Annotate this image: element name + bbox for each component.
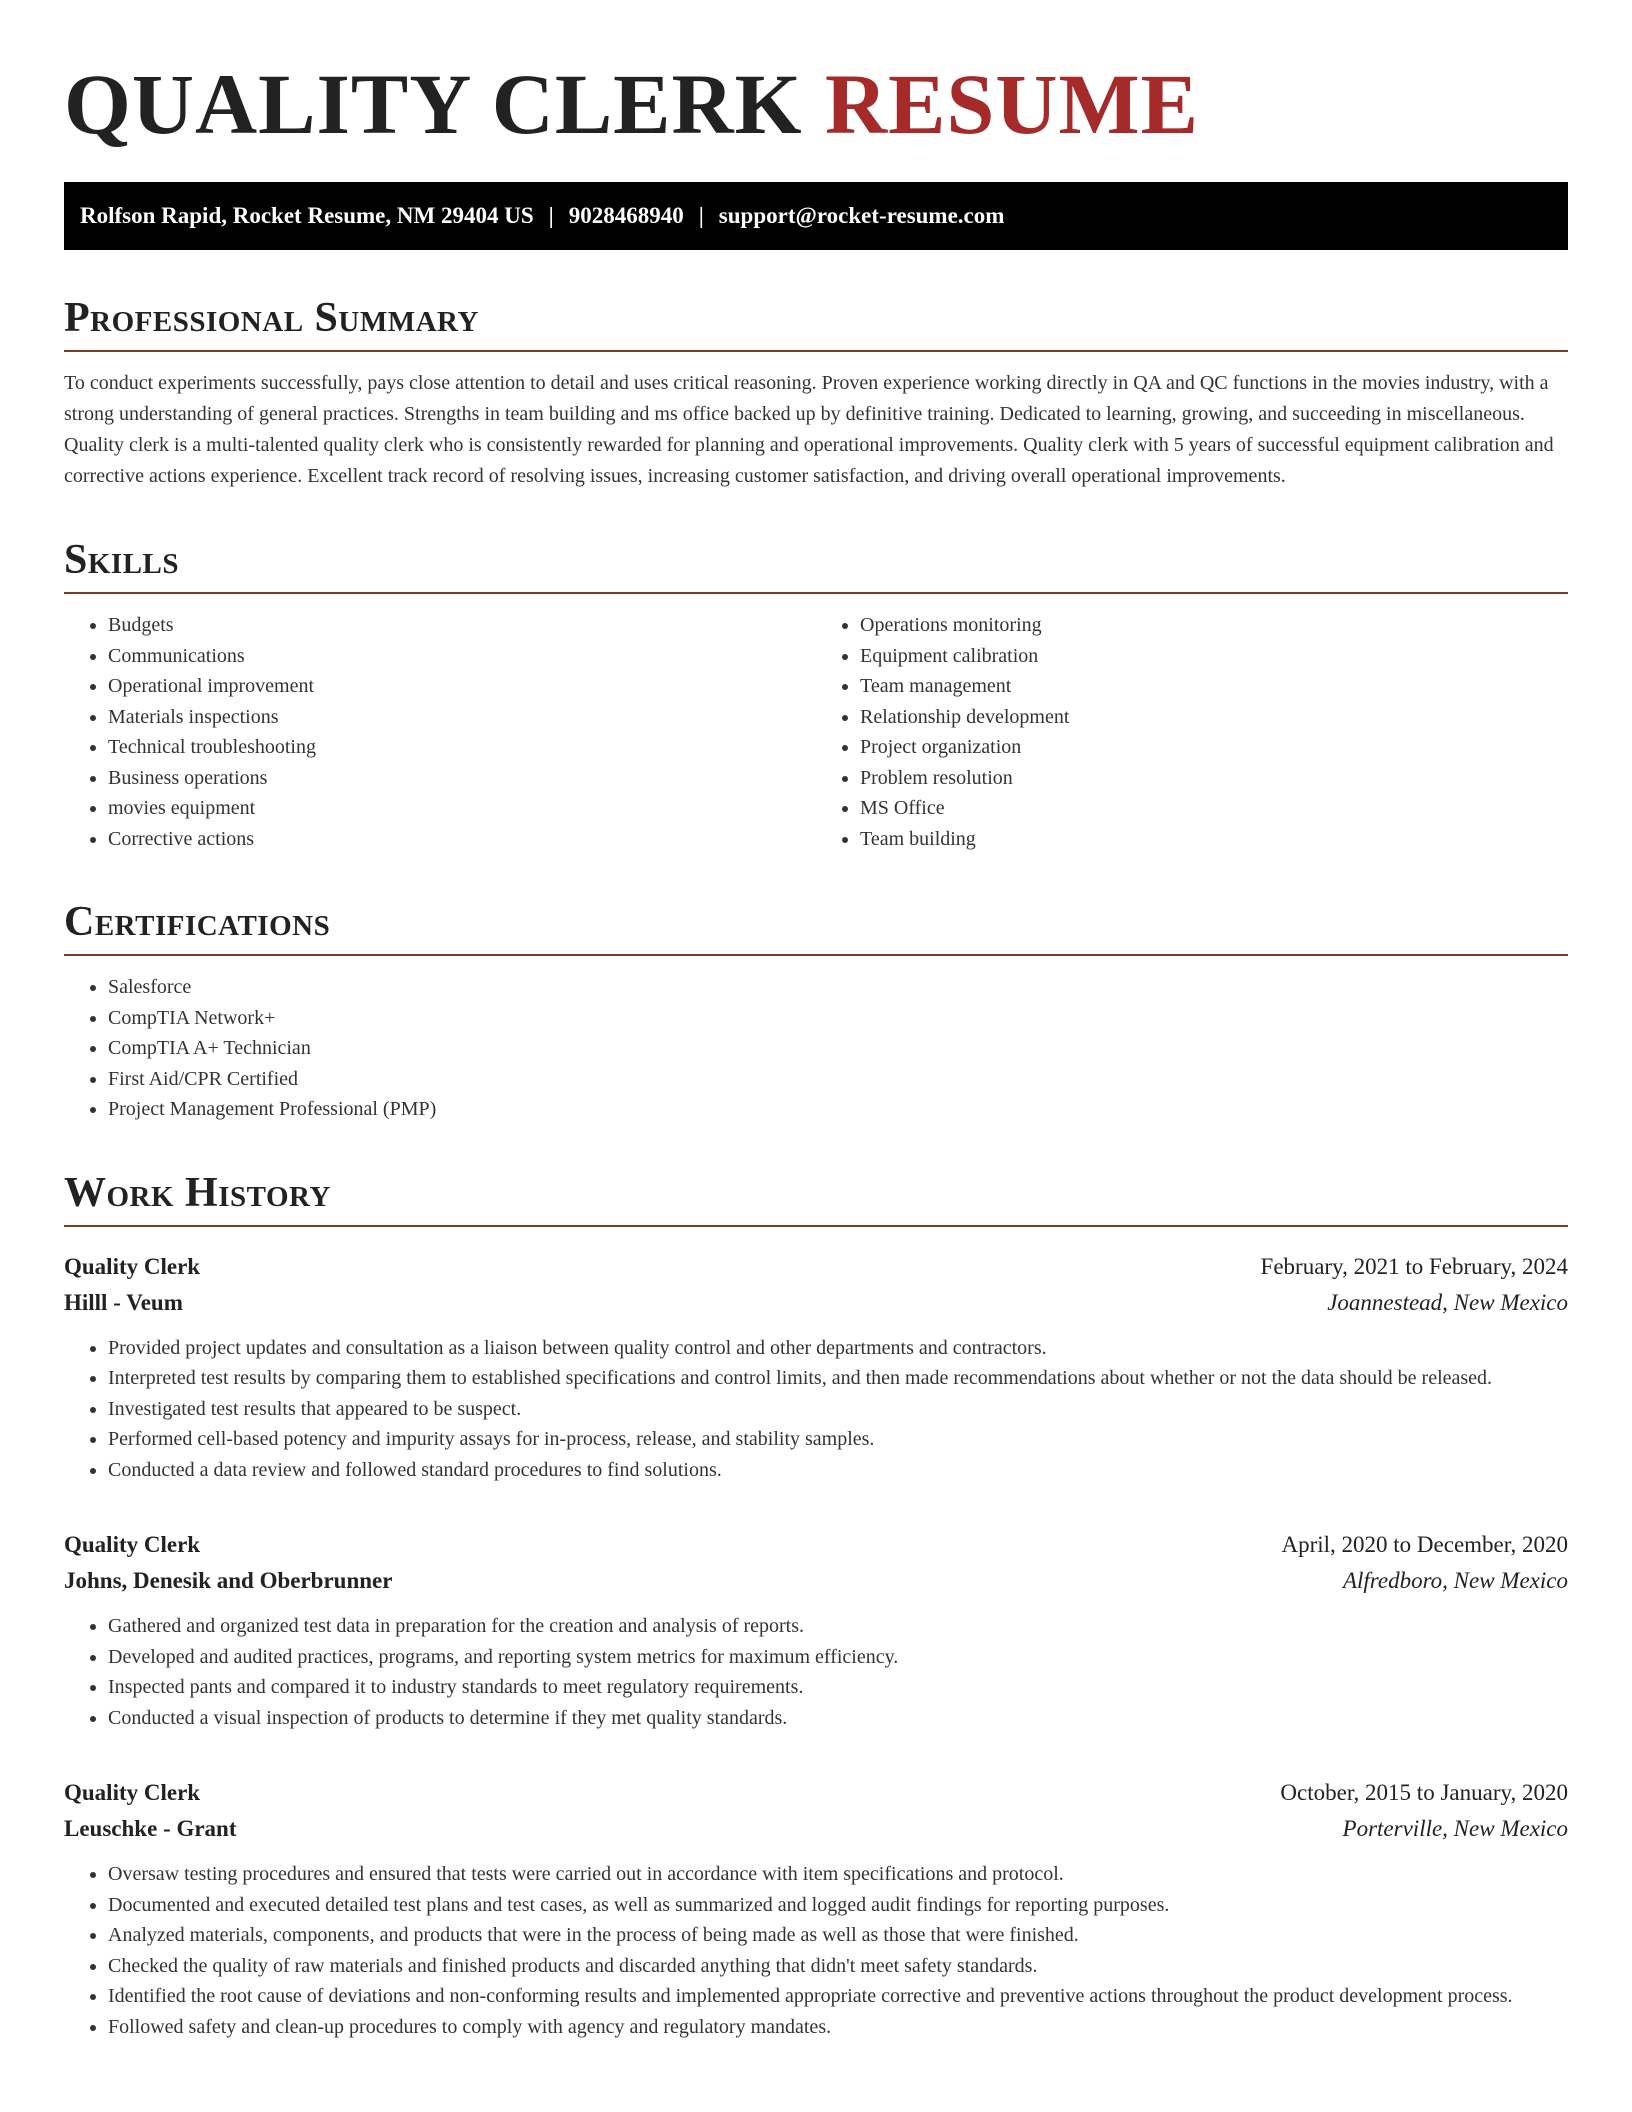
skill-item: • Team building <box>860 824 1568 855</box>
contact-bar <box>64 182 1568 250</box>
section-heading: Certifications <box>64 898 1568 956</box>
skill-item: • Team management <box>860 671 1568 702</box>
job-duties-list <box>64 1859 1568 2042</box>
job-entry <box>64 1249 1568 1486</box>
skill-item: • Operations monitoring <box>860 610 1568 641</box>
professional-summary-section <box>64 294 1568 492</box>
job-duty: • Provided project updates and consultation as a liaison between quality control and other departments and contractors. <box>108 1333 1568 1364</box>
section-heading: Skills <box>64 536 1568 594</box>
job-duty: • Conducted a data review and followed standard procedures to find solutions. <box>108 1455 1568 1486</box>
job-header-row <box>64 1527 1568 1563</box>
job-duty: • Followed safety and clean-up procedures to comply with agency and regulatory mandates. <box>108 2012 1568 2043</box>
job-header-row <box>64 1249 1568 1285</box>
job-company: Johns, Denesik and Oberbrunner <box>64 1568 393 1593</box>
job-duties-list <box>64 1611 1568 1733</box>
job-duties-list <box>64 1333 1568 1486</box>
job-dates: October, 2015 to January, 2020 <box>1280 1780 1568 1805</box>
job-entry <box>64 1527 1568 1733</box>
job-title: Quality Clerk <box>64 1780 201 1805</box>
skill-item: • MS Office <box>860 793 1568 824</box>
job-header-row <box>64 1775 1568 1811</box>
job-title: Quality Clerk <box>64 1253 201 1279</box>
job-duty: • Conducted a visual inspection of products to determine if they met quality standards. <box>108 1703 1568 1734</box>
certification-item: • Project Management Professional (PMP) <box>108 1094 1568 1125</box>
skill-item: • Communications <box>108 641 816 672</box>
work-history-section <box>64 1169 1568 2043</box>
skills-list-left <box>64 610 816 854</box>
contact-email: support@rocket-resume.com <box>718 203 1005 228</box>
job-entry <box>64 1775 1568 2042</box>
contact-separator: | <box>548 203 554 228</box>
job-location: Porterville, New Mexico <box>1342 1816 1568 1841</box>
job-duty: • Checked the quality of raw materials and finished products and discarded anything that didn't meet safety standards. <box>108 1951 1568 1982</box>
job-duty: • Investigated test results that appeared to be suspect. <box>108 1394 1568 1425</box>
job-duty: • Performed cell-based potency and impurity assays for in-process, release, and stability samples. <box>108 1424 1568 1455</box>
certification-item: • First Aid/CPR Certified <box>108 1064 1568 1095</box>
skill-item: • Budgets <box>108 610 816 641</box>
skill-item: • Relationship development <box>860 702 1568 733</box>
certifications-section <box>64 898 1568 1125</box>
skill-item: • Business operations <box>108 763 816 794</box>
skill-item: • movies equipment <box>108 793 816 824</box>
certification-item: • Salesforce <box>108 972 1568 1003</box>
job-duty: • Inspected pants and compared it to industry standards to meet regulatory requirements. <box>108 1672 1568 1703</box>
contact-phone: 9028468940 <box>568 203 684 228</box>
summary-text: To conduct experiments successfully, pays close attention to detail and uses critical reasoning. Proven experience working directly in QA and QC functions in the movies industry, with a strong understanding of general practices. Strengths in team building and ms office backed up by definitive training. Dedicated to learning, growing, and succeeding in miscellaneous. Quality clerk is a multi-talented quality clerk who is consistently rewarded for planning and operational improvements. Quality clerk with 5 years of successful equipment calibration and corrective actions experience. Excellent track record of resolving issues, increasing customer satisfaction, and driving overall operational improvements. <box>64 372 1554 487</box>
title-accent: RESUME <box>825 56 1199 152</box>
skill-item: • Problem resolution <box>860 763 1568 794</box>
job-location: Joannestead, New Mexico <box>1327 1289 1568 1315</box>
certification-item: • CompTIA A+ Technician <box>108 1033 1568 1064</box>
skills-grid <box>64 610 1568 854</box>
skill-item: • Operational improvement <box>108 671 816 702</box>
skill-item: • Materials inspections <box>108 702 816 733</box>
skills-section <box>64 536 1568 854</box>
job-duty: • Interpreted test results by comparing them to established specifications and control limits, and then made recommendations about whether or not the data should be released. <box>108 1363 1568 1394</box>
section-heading: Work History <box>64 1169 1568 1227</box>
skills-list-right <box>816 610 1568 854</box>
job-duty: • Oversaw testing procedures and ensured that tests were carried out in accordance with item specifications and protocol. <box>108 1859 1568 1890</box>
job-company-row <box>64 1563 1568 1599</box>
job-duty: • Documented and executed detailed test plans and test cases, as well as summarized and logged audit findings for reporting purposes. <box>108 1890 1568 1921</box>
job-company-row <box>64 1811 1568 1847</box>
job-duty: • Gathered and organized test data in preparation for the creation and analysis of reports. <box>108 1611 1568 1642</box>
contact-separator: | <box>698 203 704 228</box>
certification-item: • CompTIA Network+ <box>108 1003 1568 1034</box>
job-duty: • Analyzed materials, components, and products that were in the process of being made as well as those that were finished. <box>108 1920 1568 1951</box>
job-dates: April, 2020 to December, 2020 <box>1281 1532 1568 1557</box>
skill-item: • Technical troubleshooting <box>108 732 816 763</box>
title-main: QUALITY CLERK <box>64 56 803 152</box>
resume-title <box>64 48 1568 160</box>
job-title: Quality Clerk <box>64 1532 201 1557</box>
skill-item: • Project organization <box>860 732 1568 763</box>
job-company: Hilll - Veum <box>64 1289 183 1315</box>
job-location: Alfredboro, New Mexico <box>1342 1568 1568 1593</box>
job-duty: • Developed and audited practices, programs, and reporting system metrics for maximum efficiency. <box>108 1642 1568 1673</box>
section-heading: Professional Summary <box>64 294 1568 352</box>
contact-address: Rolfson Rapid, Rocket Resume, NM 29404 US <box>80 203 534 228</box>
job-duty: • Identified the root cause of deviations and non-conforming results and implemented appropriate corrective and preventive actions throughout the product development process. <box>108 1981 1568 2012</box>
skill-item: • Corrective actions <box>108 824 816 855</box>
job-dates: February, 2021 to February, 2024 <box>1260 1253 1568 1279</box>
job-company-row <box>64 1285 1568 1321</box>
certifications-list <box>64 972 1568 1125</box>
skill-item: • Equipment calibration <box>860 641 1568 672</box>
job-company: Leuschke - Grant <box>64 1816 237 1841</box>
